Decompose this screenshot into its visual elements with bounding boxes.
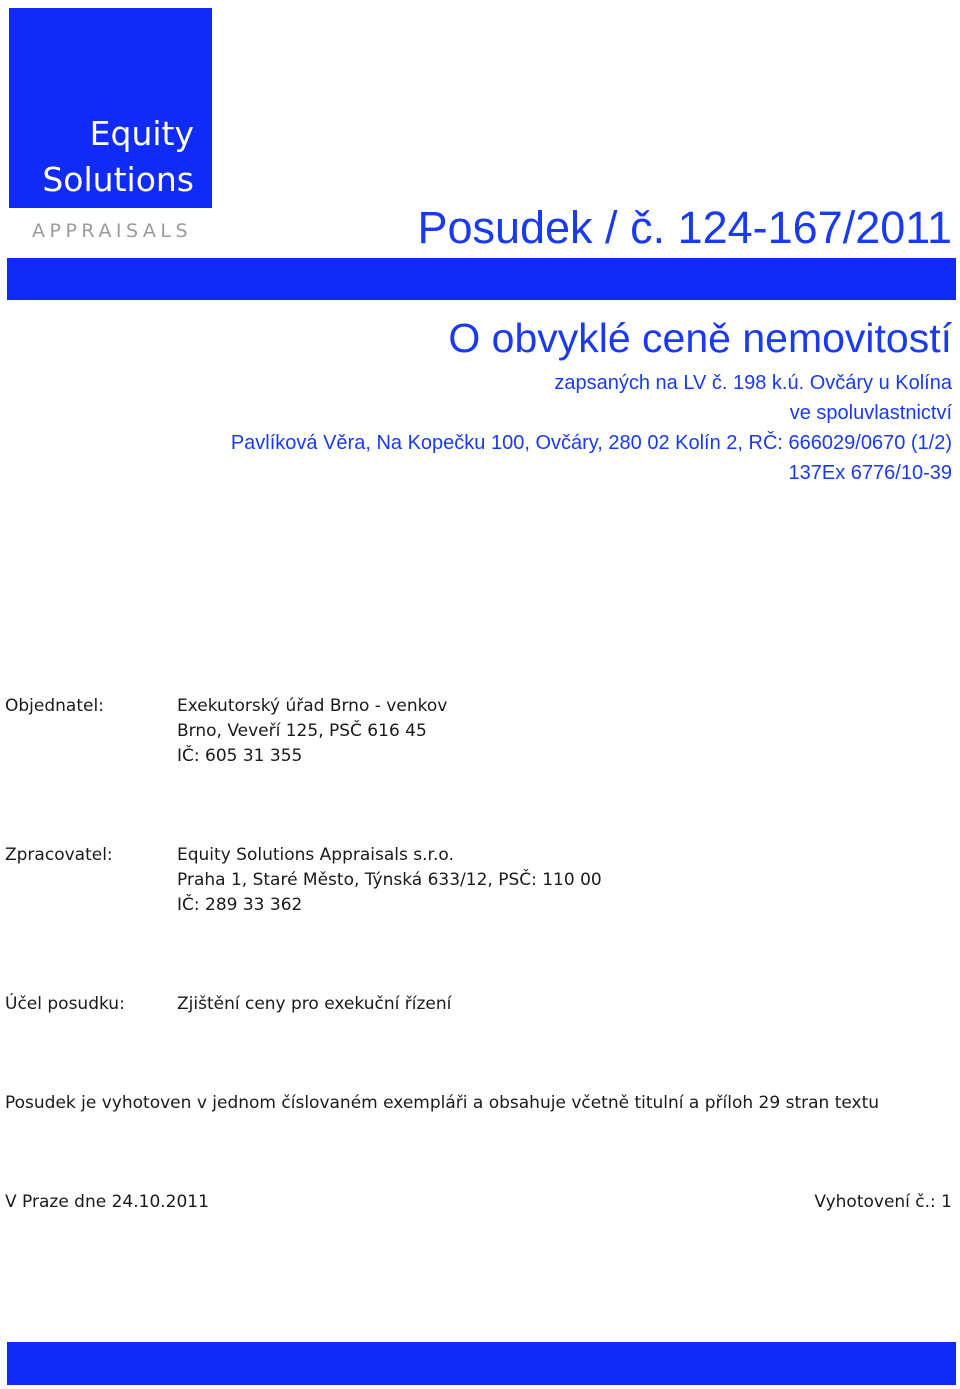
client-name: Exekutorský úřad Brno - venkov — [177, 696, 448, 716]
processor-ic: IČ: 289 33 362 — [177, 895, 303, 915]
document-note: Posudek je vyhotoven v jednom číslovaném exempláři a obsahuje včetně titulní a příloh 29 stran textu — [5, 1093, 880, 1113]
processor-label: Zpracovatel: — [5, 845, 113, 865]
logo-tagline: APPRAISALS — [32, 220, 193, 242]
company-logo — [9, 8, 212, 208]
title-subline-case-number: 137Ex 6776/10-39 — [788, 462, 952, 484]
processor-address: Praha 1, Staré Město, Týnská 633/12, PSČ: 110 00 — [177, 870, 602, 890]
copy-number: Vyhotovení č.: 1 — [814, 1192, 952, 1212]
processor-name: Equity Solutions Appraisals s.r.o. — [177, 845, 454, 865]
document-number: Posudek / č. 124-167/2011 — [417, 202, 952, 253]
title-subline-lv: zapsaných na LV č. 198 k.ú. Ovčáry u Kolína — [554, 372, 952, 394]
purpose-label: Účel posudku: — [5, 994, 125, 1014]
logo-text-line1: Equity — [89, 114, 194, 153]
place-and-date: V Praze dne 24.10.2011 — [5, 1192, 209, 1212]
client-address: Brno, Veveří 125, PSČ 616 45 — [177, 721, 427, 741]
title-subline-owner: Pavlíková Věra, Na Kopečku 100, Ovčáry, 280 02 Kolín 2, RČ: 666029/0670 (1/2) — [230, 432, 952, 454]
purpose-value: Zjištění ceny pro exekuční řízení — [177, 994, 452, 1014]
client-label: Objednatel: — [5, 696, 104, 716]
page-title: O obvyklé ceně nemovitostí — [448, 315, 952, 361]
client-ic: IČ: 605 31 355 — [177, 746, 303, 766]
footer-divider-bar — [7, 1342, 956, 1385]
logo-text-line2: Solutions — [42, 160, 194, 199]
title-subline-coownership: ve spoluvlastnictví — [789, 402, 952, 424]
header-divider-bar — [7, 258, 956, 300]
